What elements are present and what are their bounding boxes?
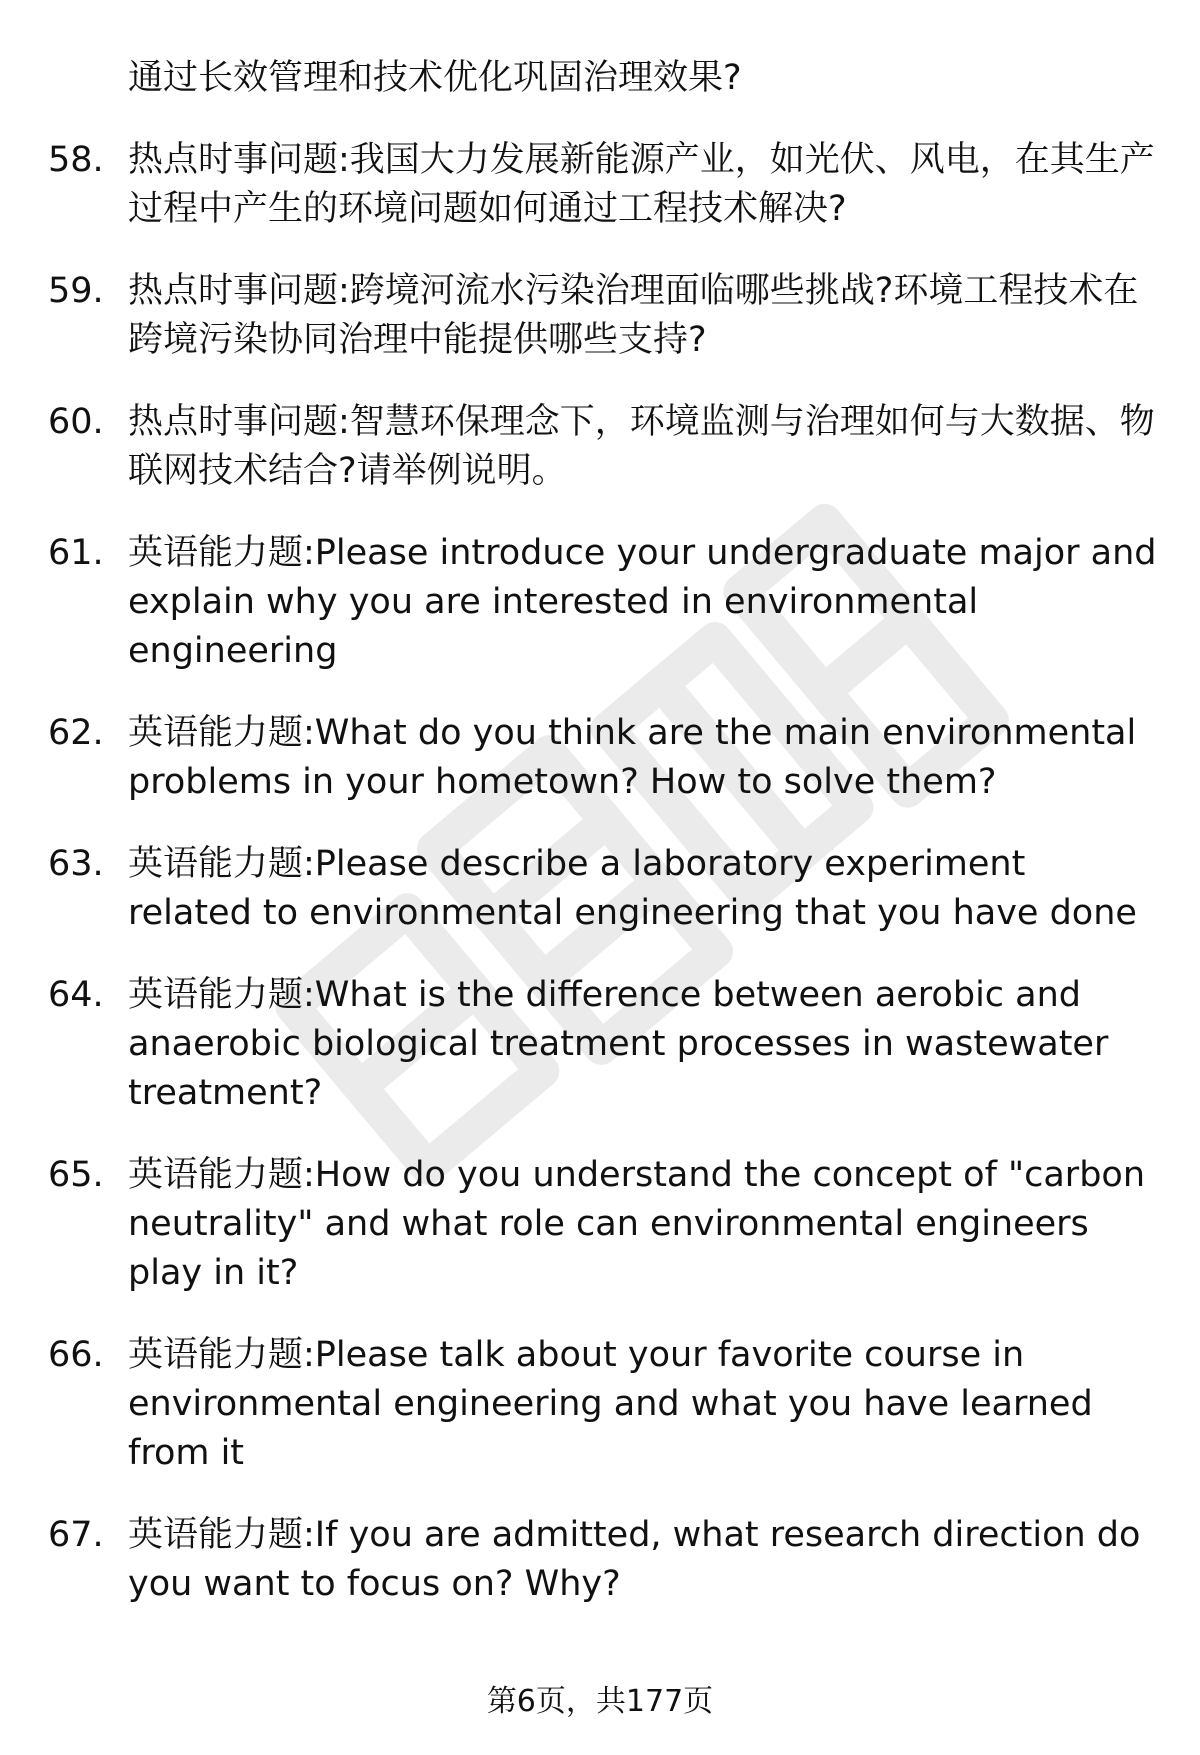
question-label: 英语能力题: — [128, 1155, 315, 1195]
list-item — [48, 136, 1158, 234]
question-text: How do you understand the concept of "carbon neutrality" and what role can environmental engineers play in it? — [128, 1155, 1146, 1293]
question-body — [128, 136, 1158, 234]
list-item — [48, 398, 1158, 496]
question-number: 64. — [48, 975, 104, 1015]
question-body — [128, 709, 1158, 807]
question-text: Please describe a laboratory experiment related to environmental engineering that you have done — [128, 844, 1137, 933]
question-number: 60. — [48, 402, 104, 442]
list-item — [48, 840, 1158, 938]
question-text: What do you think are the main environmental problems in your hometown? How to solve them? — [128, 713, 1137, 802]
question-number: 66. — [48, 1335, 104, 1375]
question-number: 67. — [48, 1515, 104, 1555]
question-body — [128, 1151, 1158, 1298]
question-body — [128, 398, 1158, 496]
question-text: 跨境河流水污染治理面临哪些挑战?环境工程技术在跨境污染协同治理中能提供哪些支持? — [128, 271, 1139, 360]
question-items — [48, 136, 1158, 1609]
question-label: 英语能力题: — [128, 713, 315, 753]
question-number: 65. — [48, 1155, 104, 1195]
question-text: Please talk about your favorite course in environmental engineering and what you have learned from it — [128, 1335, 1093, 1473]
list-item — [48, 1331, 1158, 1478]
question-label: 热点时事问题: — [128, 271, 350, 311]
question-number: 59. — [48, 271, 104, 311]
question-text: 智慧环保理念下，环境监测与治理如何与大数据、物联网技术结合?请举例说明。 — [128, 402, 1155, 491]
question-number: 62. — [48, 713, 104, 753]
question-body — [128, 1511, 1158, 1609]
question-label: 英语能力题: — [128, 975, 315, 1015]
question-body — [128, 529, 1158, 676]
list-item — [48, 1511, 1158, 1609]
question-number: 63. — [48, 844, 104, 884]
list-item — [48, 529, 1158, 676]
question-body — [128, 267, 1158, 365]
question-label: 英语能力题: — [128, 844, 315, 884]
question-label: 英语能力题: — [128, 1515, 315, 1555]
question-label: 热点时事问题: — [128, 140, 350, 180]
page-footer: 第6页，共177页 — [486, 1684, 714, 1719]
question-continuation: 通过长效管理和技术优化巩固治理效果? — [128, 58, 742, 98]
list-item — [48, 709, 1158, 807]
question-label: 英语能力题: — [128, 1335, 315, 1375]
question-label: 英语能力题: — [128, 533, 315, 573]
question-body — [128, 840, 1158, 938]
question-body — [128, 971, 1158, 1118]
question-number: 61. — [48, 533, 104, 573]
list-item — [48, 1151, 1158, 1298]
list-item — [48, 267, 1158, 365]
list-item — [48, 971, 1158, 1118]
question-text: If you are admitted, what research direction do you want to focus on? Why? — [128, 1515, 1141, 1604]
question-body — [128, 1331, 1158, 1478]
question-number: 58. — [48, 140, 104, 180]
question-label: 热点时事问题: — [128, 402, 350, 442]
question-text: Please introduce your undergraduate major and explain why you are interested in environmental engineering — [128, 533, 1157, 671]
question-text: What is the difference between aerobic and anaerobic biological treatment processes in wastewater treatment? — [128, 975, 1109, 1113]
question-text: 我国大力发展新能源产业，如光伏、风电，在其生产过程中产生的环境问题如何通过工程技术解决? — [128, 140, 1155, 229]
question-list — [48, 54, 1158, 1609]
